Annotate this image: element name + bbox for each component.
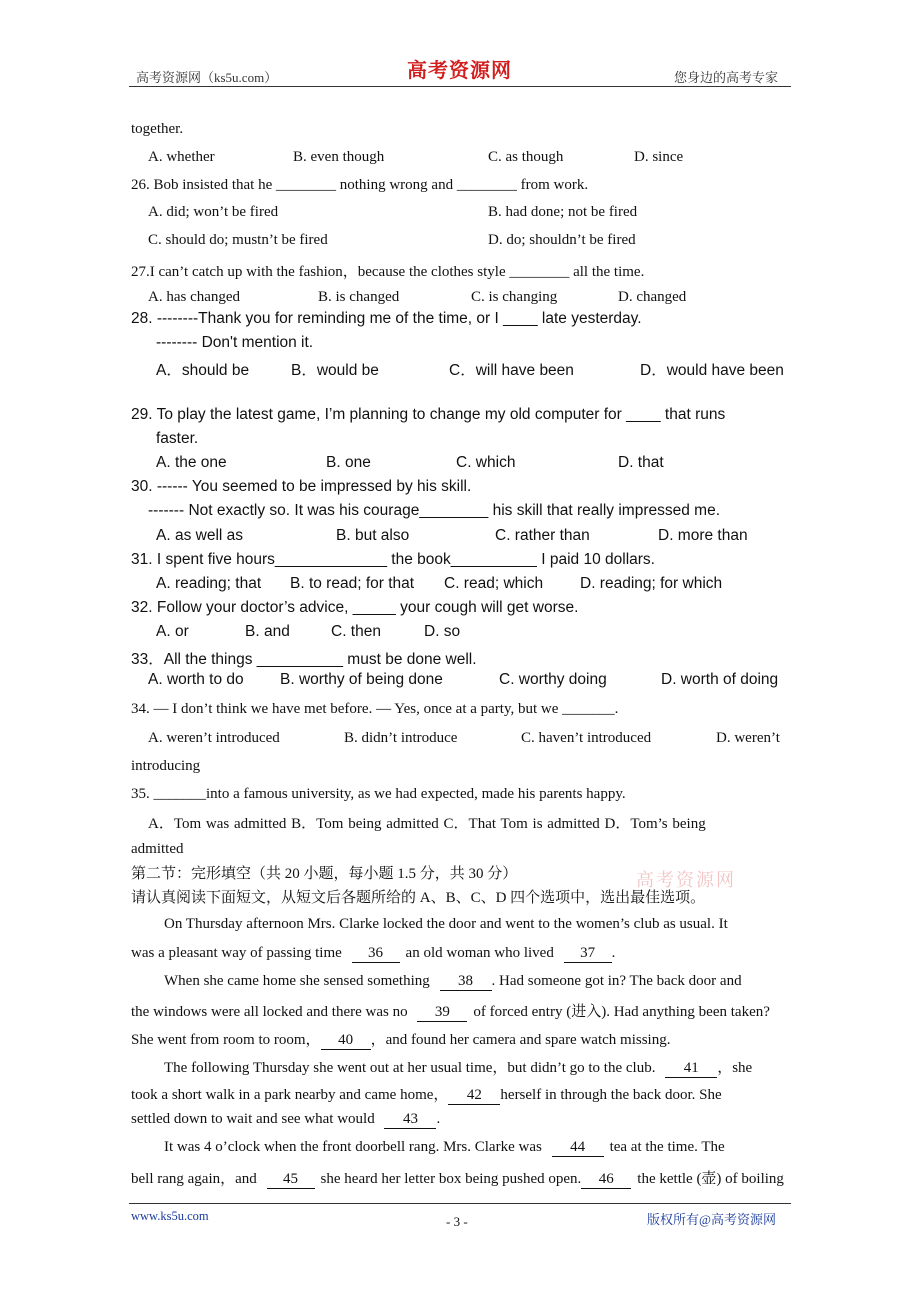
blank-36: 36 [352,946,400,963]
q34-option-c: C. haven’t introduced [521,730,652,746]
header-rule [129,86,791,87]
q33-option-a: A. worth to do [148,671,244,688]
q33-option-b: B. worthy of being done [280,671,443,688]
blank-42: 42 [448,1088,500,1105]
q26-text-post: from work. [520,177,589,193]
passage-text: . [611,945,616,961]
q29-question-cont: faster. [156,430,199,447]
passage-text: she heard her letter box being pushed open. [320,1171,582,1187]
section-instruction: 请认真阅读下面短文，从短文后各题所给的 A、B、C、D 四个选项中，选出最佳选项。 [131,890,706,906]
q26-blank-2: ________ [456,177,517,193]
passage-text: . [436,1111,441,1127]
section-title: 第二节：完形填空（共 20 小题，每小题 1.5 分，共 30 分） [131,866,518,882]
q32-option-a: A. or [156,623,189,640]
q34-option-a: A. weren’t introduced [148,730,280,746]
q28-reply: -------- Don't mention it. [156,334,314,351]
q29-option-c: C. which [456,454,516,471]
q26-text-pre: 26. Bob insisted that he [131,177,273,193]
q30-option-b: B. but also [336,527,410,544]
q26-text-mid: nothing wrong and [339,177,454,193]
q27-blank: ________ [509,264,570,280]
passage-text: ，and found her camera and spare watch missing. [370,1032,671,1048]
q30-question: 30. ------ You seemed to be impressed by his skill. [131,478,472,495]
footer-rule [129,1203,791,1204]
q35-options-cont: admitted [131,841,184,857]
watermark-logo: 高考资源网 [636,870,736,891]
q31-option-c: C. read; which [444,575,544,592]
q26-option-c: C. should do; mustn’t be fired [148,232,328,248]
q35-question: 35. _______into a famous university, as we had expected, made his parents happy. [131,786,626,802]
passage-text: The following Thursday she went out at her usual time，but didn’t go to the club. [164,1060,656,1076]
q34-option-d: D. weren’t [716,730,780,746]
passage-text: It was 4 o’clock when the front doorbell rang. Mrs. Clarke was [164,1139,542,1155]
passage-text: ，she [717,1060,753,1076]
passage-text: took a short walk in a park nearby and came home， [131,1087,449,1103]
q34-question: 34. — I don’t think we have met before. — Yes, once at a party, but we _______. [131,701,619,717]
passage-text: When she came home she sensed something [164,973,430,989]
q25-option-d: D. since [634,149,684,165]
q27-option-d: D. changed [618,289,687,305]
q32-question: 32. Follow your doctor’s advice, _____ your cough will get worse. [131,599,579,616]
passage-text: of forced entry (进入). Had anything been taken? [473,1004,770,1020]
q29-option-a: A. the one [156,454,227,471]
q33-question: 33．All the things __________ must be done well. [131,651,477,668]
passage-line-1: On Thursday afternoon Mrs. Clarke locked the door and went to the women’s club as usual. It [164,916,728,932]
q25-option-b: B. even though [293,149,385,165]
q31-option-a: A. reading; that [156,575,262,592]
q30-option-d: D. more than [658,527,748,544]
q31-question: 31. I spent five hours_____________ the book__________ I paid 10 dollars. [131,551,655,568]
q27-option-c: C. is changing [471,289,558,305]
passage-text: She went from room to room， [131,1032,321,1048]
q35-options: A．Tom was admitted B．Tom being admitted C．That Tom is admitted D．Tom’s being [148,816,706,832]
passage-text: tea at the time. The [609,1139,725,1155]
q25-option-c: C. as though [488,149,564,165]
blank-38: 38 [440,974,492,991]
q25-option-a: A. whether [148,149,215,165]
passage-text: an old woman who lived [405,945,554,961]
blank-45: 45 [267,1172,315,1189]
q26-question [131,177,588,194]
passage-line-9 [164,1139,725,1157]
blank-43: 43 [384,1112,436,1129]
passage-line-4 [131,1000,770,1022]
q31-option-b: B. to read; for that [290,575,415,592]
footer-copyright: 版权所有@高考资源网 [647,1212,776,1227]
passage-line-5 [131,1028,670,1050]
passage-text: herself in through the back door. She [500,1087,722,1103]
q31-option-d: D. reading; for which [580,575,723,592]
q34-option-d-cont: introducing [131,758,201,774]
q26-blank-1: ________ [276,177,336,193]
q29-option-b: B. one [326,454,371,471]
passage-line-2 [131,945,615,963]
passage-text: settled down to wait and see what would [131,1111,375,1127]
q28-question: 28. --------Thank you for reminding me of the time, or I ____ late yesterday. [131,310,642,327]
page-number: - 3 - [446,1214,468,1229]
q30-reply: ------- Not exactly so. It was his courage________ his skill that really impressed me. [148,502,720,519]
passage-line-7 [131,1083,722,1105]
passage-text: bell rang again，and [131,1171,257,1187]
q33-option-d: D. worth of doing [661,671,779,688]
q28-option-d: D．would have been [640,362,784,379]
passage-line-3 [164,973,742,991]
q26-option-a: A. did; won’t be fired [148,204,279,220]
q29-option-d: D. that [618,454,664,471]
q27-text-post: all the time. [573,264,645,280]
q26-option-d: D. do; shouldn’t be fired [488,232,636,248]
q27-option-b: B. is changed [318,289,400,305]
passage-text: was a pleasant way of passing time [131,945,342,961]
q33-option-c: C. worthy doing [499,671,607,688]
blank-46: 46 [581,1172,631,1189]
q29-question: 29. To play the latest game, I’m planning to change my old computer for ____ that runs [131,406,726,423]
q30-option-a: A. as well as [156,527,244,544]
q32-option-d: D. so [424,623,461,640]
q28-option-c: C．will have been [449,362,574,379]
passage-text: . Had someone got in? The back door and [491,973,742,989]
passage-text: the kettle (壶) of boiling [637,1171,784,1187]
q27-question [131,260,644,281]
q32-option-b: B. and [245,623,290,640]
blank-44: 44 [552,1140,604,1157]
q34-option-b: B. didn’t introduce [344,730,458,746]
site-logo: 高考资源网 [407,58,512,82]
q27-text-pre: 27.I can’t catch up with the fashion，because the clothes style [131,264,506,280]
q27-option-a: A. has changed [148,289,241,305]
header-right-text: 您身边的高考专家 [674,70,779,85]
footer-url-link[interactable]: www.ks5u.com [131,1209,209,1223]
blank-40: 40 [321,1033,371,1050]
q28-option-b: B．would be [291,362,379,379]
header-left-text: 高考资源网（ks5u.com） [136,70,278,85]
q32-option-c: C. then [331,623,381,640]
passage-text: the windows were all locked and there was no [131,1004,408,1020]
q28-option-a: A．should be [156,362,250,379]
blank-39: 39 [417,1005,467,1022]
q30-option-c: C. rather than [495,527,590,544]
blank-37: 37 [564,946,612,963]
passage-line-10 [131,1167,784,1189]
q25-tail: together. [131,121,184,137]
passage-line-8 [131,1111,440,1129]
blank-41: 41 [665,1061,717,1078]
passage-line-6 [164,1056,752,1078]
q26-option-b: B. had done; not be fired [488,204,638,220]
